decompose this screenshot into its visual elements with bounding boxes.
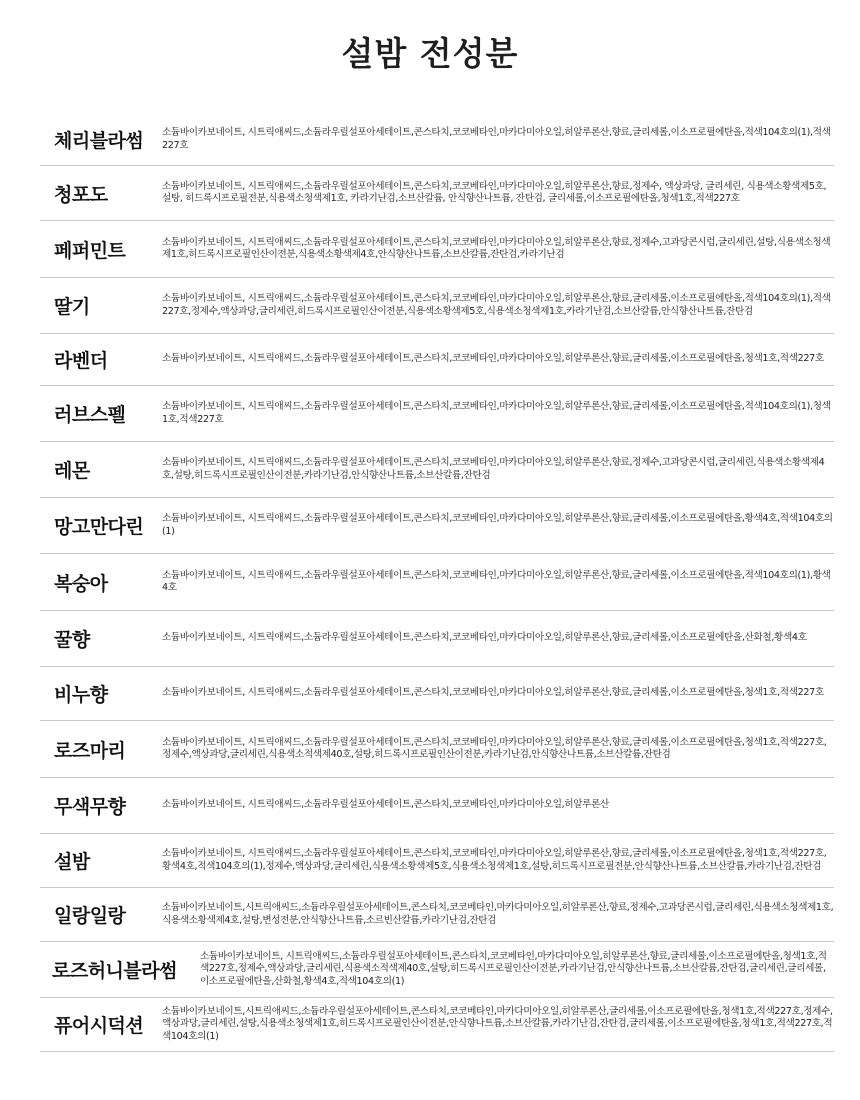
flavor-row-honey <box>40 611 834 667</box>
flavor-ingredients: 소듐바이카보네이트, 시트릭애씨드,소듐라우릴설포아세테이트,콘스타치,코코베타인,마카다미아오일,히알루론산,향료,글리세롤,이소프로필에탄올,청색1호,적색227호,정제수,액상과당,글리세린,식용색소적색제40호,설탕,히드록시프로필인산이전분,카라기난검,안식향산나트륨,소브산칼륨,잔탄검 <box>162 736 827 760</box>
flavor-row-strawberry <box>40 278 834 334</box>
flavor-name: 설밤 <box>54 851 90 873</box>
flavor-ingredients: 소듐바이카보네이트, 시트릭애씨드,소듐라우릴설포아세테이트,콘스타치,코코베타인,마카다미아오일,히알루론산 <box>162 799 609 811</box>
flavor-row-pure-seduction <box>40 998 834 1052</box>
flavor-ingredients: 소듐바이카보네이트,시트릭애씨드,소듐라우릴설포아세테이트,콘스타치,코코베타인,마카다미아오일,히알루론산,향료,정제수,고과당콘시럽,글리세린,식용색소청색제1호,식용색소황색제4호,설탕,변성전분,안식향산나트륨,소르빈산칼륨,카라기난검,잔탄검 <box>162 902 834 926</box>
flavor-ingredients: 소듐바이카보네이트, 시트릭애씨드,소듐라우릴설포아세테이트,콘스타치,코코베타인,마카다미아오일,히알루론산,향료,글리세롤,이소프로필에탄올,청색1호,적색227호,황색4호,적색104호의(1),정제수,액상과당,글리세린,식용색소황색제5호,식용색소청색제1호,설탕,히드록시프로필전분,안식향산나트륨,소브산칼륨,카라기난검,잔탄검 <box>162 848 827 872</box>
flavor-name: 로즈마리 <box>54 739 126 762</box>
flavor-row-cherry-blossom <box>40 114 834 166</box>
flavor-name: 복숭아 <box>54 572 108 595</box>
flavor-row-soap-scent <box>40 667 834 721</box>
flavor-name: 무색무향 <box>54 796 126 818</box>
flavor-name: 꿀향 <box>54 629 90 651</box>
flavor-name: 퓨어시덕션 <box>54 1015 144 1037</box>
flavor-ingredients: 소듐바이카보네이트, 시트릭애씨드,소듐라우릴설포아세테이트,콘스타치,코코베타인,마카다미아오일,히알루론산,향료,글리세롤,이소프로필에탄올,산화철,황색4호 <box>162 632 807 644</box>
flavor-ingredients: 소듐바이카보네이트, 시트릭애씨드,소듐라우릴설포아세테이트,콘스타치,코코베타인,마카다미아오일,히알루론산,향료,글리세롤,이소프로필에탄올,청색1호,적색227호 <box>162 353 824 365</box>
flavor-name: 러브스펠 <box>54 404 126 426</box>
flavor-row-love-spell <box>40 386 834 442</box>
flavor-name: 청포도 <box>54 183 108 206</box>
flavor-ingredients: 소듐바이카보네이트, 시트릭애씨드,소듐라우릴설포아세테이트,콘스타치,코코베타인,마카다미아오일,히알루론산,향료,글리세롤,이소프로필에탄올,적색104호의(1),청색1호,적색227호 <box>162 401 831 425</box>
flavor-row-mango-mandarin <box>40 498 834 554</box>
flavor-name: 레몬 <box>54 460 90 482</box>
flavor-row-green-grape <box>40 166 834 221</box>
flavor-name: 체리블라썸 <box>54 130 144 152</box>
flavor-name: 페퍼민트 <box>54 239 126 262</box>
flavor-ingredients: 소듐바이카보네이트, 시트릭애씨드,소듐라우릴설포아세테이트,콘스타치,코코베타인,마카다미아오일,히알루론산,향료,정제수,고과당콘시럽,글리세린,식용색소황색제4호,설탕,히드록시프로필인산이전분,카라기난검,안식향산나트륨,소브산칼륨,잔탄검 <box>162 457 825 481</box>
flavor-row-lavender <box>40 334 834 386</box>
flavor-name: 라벤더 <box>54 350 108 372</box>
flavor-ingredients: 소듐바이카보네이트, 시트릭애씨드,소듐라우릴설포아세테이트,콘스타치,코코베타인,마카다미아오일,히알루론산,향료,정제수, 액상과당, 글리세린, 식용색소황색제5호, 설탕, 히드록시프로필전분,식용색소청색제1호, 카라기난검,소브산칼륨, 안식향산나트륨, 잔탄검, 글리세롤,이소프로필에탄올,청색1호,적색227호 <box>162 180 827 204</box>
flavor-ingredients: 소듐바이카보네이트, 시트릭애씨드,소듐라우릴설포아세테이트,콘스타치,코코베타인,마카다미아오일,히알루론산,향료,글리세롤,이소프로필에탄올,적색104호의(1),황색4호 <box>162 569 831 593</box>
flavor-ingredients: 소듐바이카보네이트, 시트릭애씨드,소듐라우릴설포아세테이트,콘스타치,코코베타인,마카다미아오일,히알루론산,향료,글리세롤,이소프로필에탄올,적색104호의(1),적색227호,정제수,액상과당,글리세린,히드록시프로필인산이전분,식용색소황색제5호,식용색소청색제1호,카라기난검,소브산칼륨,안식향산나트륨,잔탄검 <box>162 293 831 317</box>
flavor-ingredients: 소듐바이카보네이트,시트릭애씨드,소듐라우릴설포아세테이트,콘스타치,코코베타인,마카다미아오일,히알루론산,글리세롤,이소프로필에탄올,청색1호,적색227호,정제수,액상과당,글리세린,설탕,식용색소청색제1호,히드록시프로필인산이전분,안식향나트륨,소브산칼륨,카라기난검,잔탄검,글리세롤,이소프로필에탄올,청색1호,적색227호,적색104호의(1) <box>162 1005 833 1042</box>
flavor-row-seolbam <box>40 834 834 888</box>
flavor-ingredients: 소듐바이카보네이트, 시트릭애씨드,소듐라우릴설포아세테이트,콘스타치,코코베타인,마카다미아오일,히알루론산,향료,글리세롤,이소프로필에탄올,황색4호,적색104호의(1) <box>162 513 833 537</box>
flavor-row-peach <box>40 554 834 611</box>
flavor-ingredients: 소듐바이카보네이트, 시트릭애씨드,소듐라우릴설포아세테이트,콘스타치,코코베타인,마카다미아오일,히알루론산,향료,정제수,고과당콘시럽,글리세린,설탕,식용색소청색제1호,히드록시프로필인산이전분,식용색소황색제4호,안식향산나트륨,소브산칼륨,잔탄검,카라기난검 <box>162 236 831 260</box>
flavor-row-peppermint <box>40 221 834 278</box>
ingredient-list <box>40 114 834 1052</box>
flavor-ingredients: 소듐바이카보네이트, 시트릭애씨드,소듐라우릴설포아세테이트,콘스타치,코코베타인,마카다미아오일,히알루론산,향료,글리세롤,이소프로필에탄올,청색1호,적색227호,정제수,액상과당,글리세린,식용색소적색제40호,설탕,히드록시프로필인산이전분,카라기난검,안식향산나트륨,소브산칼륨,잔탄검,글리세린,글리세롤,이소프로필에탄올,산화철,황색4호,적색104호의(1) <box>200 950 827 987</box>
flavor-row-rosemary <box>40 721 834 778</box>
flavor-name: 로즈허니블라썸 <box>52 960 177 982</box>
flavor-name: 망고만다린 <box>54 516 144 538</box>
flavor-row-rose-honey-blossom <box>40 942 834 998</box>
flavor-row-unscented <box>40 778 834 834</box>
flavor-name: 비누향 <box>54 684 108 706</box>
flavor-row-lemon <box>40 442 834 498</box>
flavor-ingredients: 소듐바이카보네이트, 시트릭애씨드,소듐라우릴설포아세테이트,콘스타치,코코베타인,마카다미아오일,히알루론산,향료,글리세롤,이소프로필에탄올,청색1호,적색227호 <box>162 687 824 699</box>
page-title: 설밤 전성분 <box>341 34 519 73</box>
flavor-row-ylang-ylang <box>40 888 834 942</box>
flavor-name: 일랑일랑 <box>54 905 126 927</box>
flavor-name: 딸기 <box>54 296 90 318</box>
flavor-ingredients: 소듐바이카보네이트, 시트릭애씨드,소듐라우릴설포아세테이트,콘스타치,코코베타인,마카다미아오일,히알루론산,향료,글리세롤,이소프로필에탄올,적색104호의(1),적색227호 <box>162 127 831 151</box>
